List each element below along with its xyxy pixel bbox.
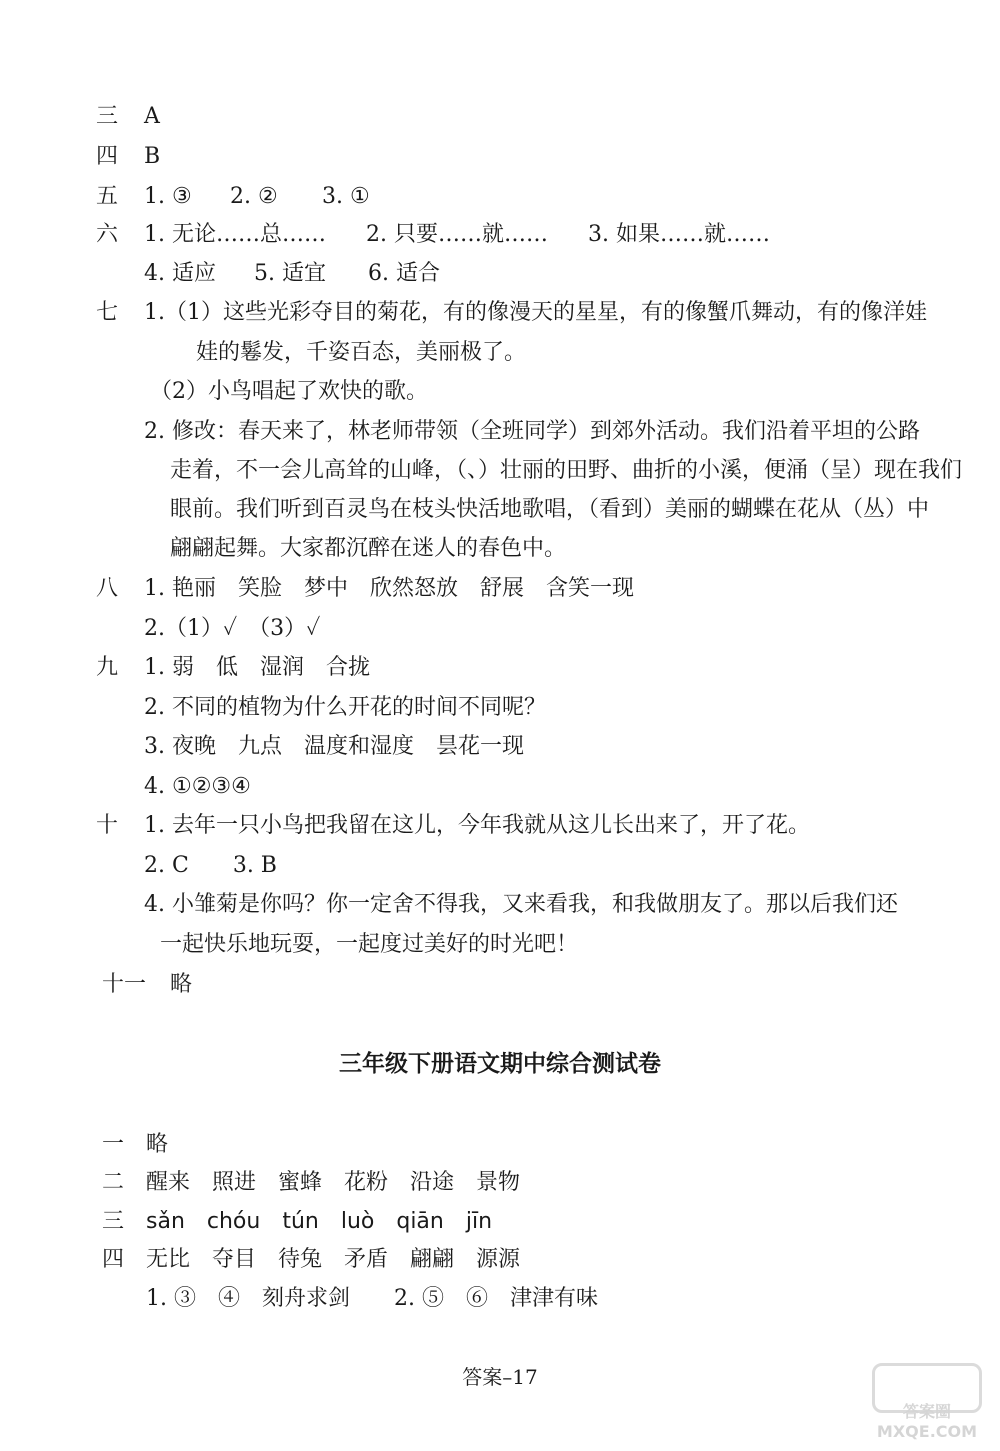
answer-text: 1. 无论……总…… bbox=[144, 222, 326, 247]
answer-text: 1.（1）这些光彩夺目的菊花，有的像漫天的星星，有的像蟹爪舞动，有的像洋娃 bbox=[144, 300, 927, 325]
answer-line-8-2 bbox=[144, 614, 320, 644]
answer-line-7-4 bbox=[144, 417, 920, 447]
item-number: 四 bbox=[102, 1247, 125, 1272]
answer-text: 走着，不一会儿高耸的山峰，（、）壮丽的田野、曲折的小溪，便涌（呈）现在我们 bbox=[170, 458, 963, 483]
answer-line-6 bbox=[96, 220, 770, 250]
item-number: 十 bbox=[96, 813, 119, 838]
part2-line-4 bbox=[102, 1245, 520, 1275]
answer-text: 4. 适应 bbox=[144, 261, 216, 286]
answer-text: 1. 艳丽 笑脸 梦中 欣然怒放 舒展 含笑一现 bbox=[144, 576, 634, 601]
answer-text: A bbox=[144, 104, 160, 129]
answer-text: 略 bbox=[170, 972, 193, 997]
item-number: 二 bbox=[102, 1170, 125, 1195]
item-number: 九 bbox=[96, 655, 119, 680]
answer-text: 2. 只要……就…… bbox=[366, 222, 548, 247]
answer-line-9-3 bbox=[144, 732, 524, 762]
answer-text: 1. ③ bbox=[144, 184, 192, 209]
item-number: 一 bbox=[102, 1132, 125, 1157]
answer-text: 1. 弱 低 湿润 合拢 bbox=[144, 655, 370, 680]
watermark-text: 答案圈 MXQE.COM bbox=[876, 1402, 978, 1441]
item-number: 十一 bbox=[102, 972, 147, 997]
answer-text: 2. ② bbox=[230, 184, 278, 209]
answer-text: 2. 不同的植物为什么开花的时间不同呢？ bbox=[144, 695, 546, 720]
answer-text: 娃的鬈发，千姿百态，美丽极了。 bbox=[196, 340, 527, 365]
answer-line-9 bbox=[96, 653, 370, 683]
answer-text: 3. 夜晚 九点 温度和湿度 昙花一现 bbox=[144, 734, 524, 759]
answer-text: 6. 适合 bbox=[368, 261, 440, 286]
answer-text: 3. 如果……就…… bbox=[588, 222, 770, 247]
answer-text: 2. C 3. B bbox=[144, 853, 277, 878]
answer-text: 5. 适宜 bbox=[254, 261, 326, 286]
watermark-logo bbox=[872, 1363, 982, 1441]
answer-line-3 bbox=[96, 102, 160, 132]
part2-line-2 bbox=[102, 1168, 520, 1198]
item-number: 三 bbox=[96, 104, 119, 129]
part2-line-1 bbox=[102, 1130, 168, 1160]
answer-line-7-3 bbox=[150, 377, 428, 407]
item-number: 八 bbox=[96, 576, 119, 601]
answer-line-7 bbox=[96, 298, 927, 328]
part2-line-3 bbox=[102, 1207, 492, 1237]
answer-line-6b bbox=[144, 259, 440, 289]
answer-text: 眼前。我们听到百灵鸟在枝头快活地歌唱，（看到）美丽的蝴蝶在花从（丛）中 bbox=[170, 497, 930, 522]
answer-text: 2.（1）✓ （3）✓ bbox=[144, 616, 321, 641]
answer-line-9-2 bbox=[144, 693, 546, 723]
answer-line-4 bbox=[96, 142, 160, 172]
answer-text: 无比 夺目 待兔 矛盾 翩翩 源源 bbox=[146, 1247, 521, 1272]
page-number: 答案–17 bbox=[462, 1365, 538, 1389]
answer-line-8 bbox=[96, 574, 634, 604]
answer-text: 1. 去年一只小鸟把我留在这儿，今年我就从这儿长出来了，开了花。 bbox=[144, 813, 810, 838]
part2-line-4b bbox=[146, 1284, 598, 1314]
answer-text: 3. ① bbox=[322, 184, 370, 209]
answer-line-7-5 bbox=[170, 456, 962, 486]
answer-text: 略 bbox=[146, 1132, 169, 1157]
answer-line-7-2 bbox=[196, 338, 526, 368]
answer-line-7-7 bbox=[170, 534, 566, 564]
answer-line-10-4 bbox=[160, 930, 578, 960]
answer-line-11 bbox=[102, 970, 192, 1000]
answer-line-10-3 bbox=[144, 890, 898, 920]
item-number: 三 bbox=[102, 1209, 125, 1234]
item-number: 七 bbox=[96, 300, 119, 325]
answer-text: 1. ③ ④ 刻舟求剑 2. ⑤ ⑥ 津津有味 bbox=[146, 1286, 598, 1311]
item-number: 六 bbox=[96, 222, 119, 247]
item-number: 四 bbox=[96, 144, 119, 169]
answer-text: 4. 小雏菊是你吗？你一定舍不得我，又来看我，和我做朋友了。那以后我们还 bbox=[144, 892, 898, 917]
answer-text: 一起快乐地玩耍，一起度过美好的时光吧！ bbox=[160, 932, 579, 957]
answer-line-9-4 bbox=[144, 772, 251, 802]
answer-line-5 bbox=[96, 182, 370, 212]
answer-line-10 bbox=[96, 811, 810, 841]
answer-text: 4. ①②③④ bbox=[144, 774, 251, 799]
answer-text: 2. 修改：春天来了，林老师带领（全班同学）到郊外活动。我们沿着平坦的公路 bbox=[144, 419, 920, 444]
answer-text: sǎn chóu tún luò qiān jīn bbox=[146, 1209, 493, 1234]
answer-line-7-6 bbox=[170, 495, 929, 525]
answer-text: 醒来 照进 蜜蜂 花粉 沿途 景物 bbox=[146, 1170, 521, 1195]
answer-text: 翩翩起舞。大家都沉醉在迷人的春色中。 bbox=[170, 536, 567, 561]
answer-line-10-2 bbox=[144, 851, 277, 881]
item-number: 五 bbox=[96, 184, 119, 209]
answer-text: B bbox=[144, 144, 161, 169]
answer-text: （2）小鸟唱起了欢快的歌。 bbox=[150, 379, 428, 404]
section-title: 三年级下册语文期中综合测试卷 bbox=[339, 1051, 661, 1077]
